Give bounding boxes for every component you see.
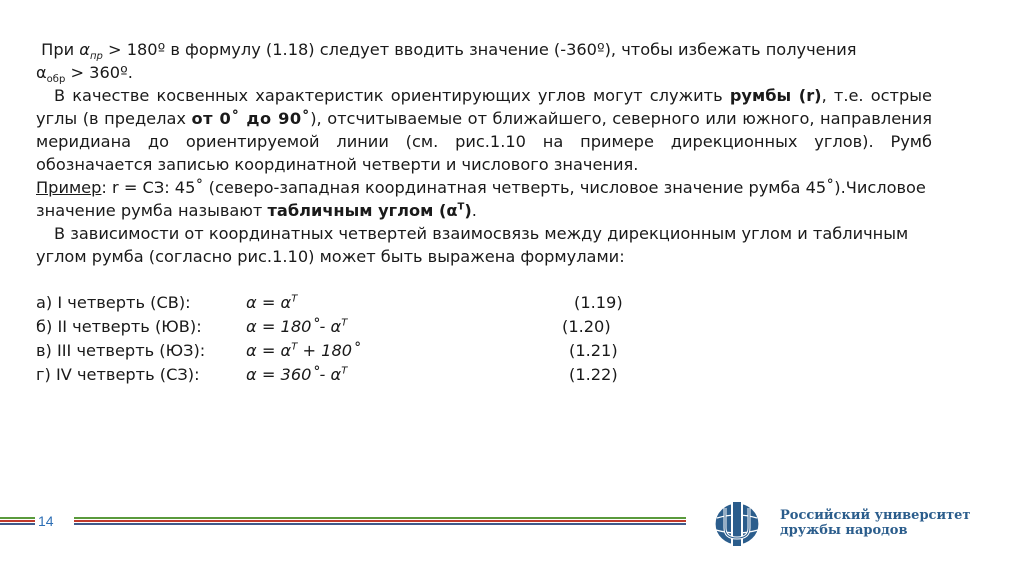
formula-row — [36, 315, 932, 339]
expression-part: α = α — [246, 341, 292, 360]
superscript: Т — [457, 201, 465, 213]
text: : r = СЗ: 45˚ (северо-западная координатная четверть, числовое значение румба 45˚).Числовое значение румба называют — [36, 178, 926, 220]
superscript: Т — [341, 317, 348, 329]
page-number: 14 — [38, 513, 54, 529]
text: При — [41, 40, 80, 59]
spacer — [36, 268, 932, 291]
text: ) — [464, 201, 472, 220]
formula-expression — [246, 291, 297, 314]
expression-part: α = 360˚- α — [246, 365, 342, 384]
text: ), отсчитываемые от ближайшего, северного или южного, направления меридиана до ориентируемой линии (см. рис.1.10 на примере дирекционных углов). Румб обозначается записью координатной четверти и числового значения. — [36, 109, 932, 174]
bold-term: румбы (r) — [729, 86, 822, 105]
expression-part: + 180˚ — [297, 341, 361, 360]
superscript: Т — [291, 293, 298, 305]
university-name — [780, 508, 971, 538]
formula-expression — [246, 315, 347, 338]
formula-label: а) I четверть (СВ): — [36, 293, 191, 312]
expression-part: α = 180˚- α — [246, 317, 342, 336]
formula-label: б) II четверть (ЮВ): — [36, 317, 202, 336]
superscript: Т — [291, 341, 298, 353]
subscript: пр — [89, 51, 103, 63]
formula-row — [36, 291, 932, 315]
text: > 360º. — [65, 63, 133, 82]
example-paragraph — [36, 176, 932, 222]
text: > 180º в формулу (1.18) следует вводить значение (-360º), чтобы избежать получения — [102, 40, 857, 59]
text: В качестве косвенных характеристик ориентирующих углов могут служить — [54, 86, 730, 105]
slide-body — [36, 38, 932, 387]
paragraph-2 — [36, 84, 932, 176]
subscript: обр — [46, 74, 66, 86]
superscript: Т — [341, 365, 348, 377]
paragraph-1 — [36, 38, 932, 84]
formula-label: в) III четверть (ЮЗ): — [36, 341, 206, 360]
formula-expression — [246, 339, 360, 362]
paragraph-3: В зависимости от координатных четвертей взаимосвязь между дирекционным углом и табличным углом румба (согласно рис.1.10) может быть выражена формулами: — [36, 224, 909, 266]
alpha-symbol: α — [36, 63, 47, 82]
formula-row — [36, 363, 932, 387]
formula-number: (1.22) — [569, 365, 618, 384]
university-name-line2: дружбы народов — [780, 523, 908, 538]
alpha-symbol: α — [79, 40, 90, 59]
university-name-line1: Российский университет — [780, 508, 971, 523]
formula-label: г) IV четверть (СЗ): — [36, 365, 200, 384]
example-label: Пример — [36, 178, 102, 197]
formula-expression — [246, 363, 347, 386]
expression-part: α = α — [246, 293, 292, 312]
bold-term: табличным углом (α — [267, 201, 458, 220]
formula-number: (1.19) — [574, 293, 623, 312]
text: , т.е. острые углы (в пределах — [36, 86, 932, 128]
bold-range: от 0˚ до 90˚ — [191, 109, 311, 128]
text: . — [471, 201, 477, 220]
formula-row — [36, 339, 932, 363]
formula-number: (1.20) — [562, 317, 611, 336]
formula-list — [36, 291, 932, 387]
formula-number: (1.21) — [569, 341, 618, 360]
